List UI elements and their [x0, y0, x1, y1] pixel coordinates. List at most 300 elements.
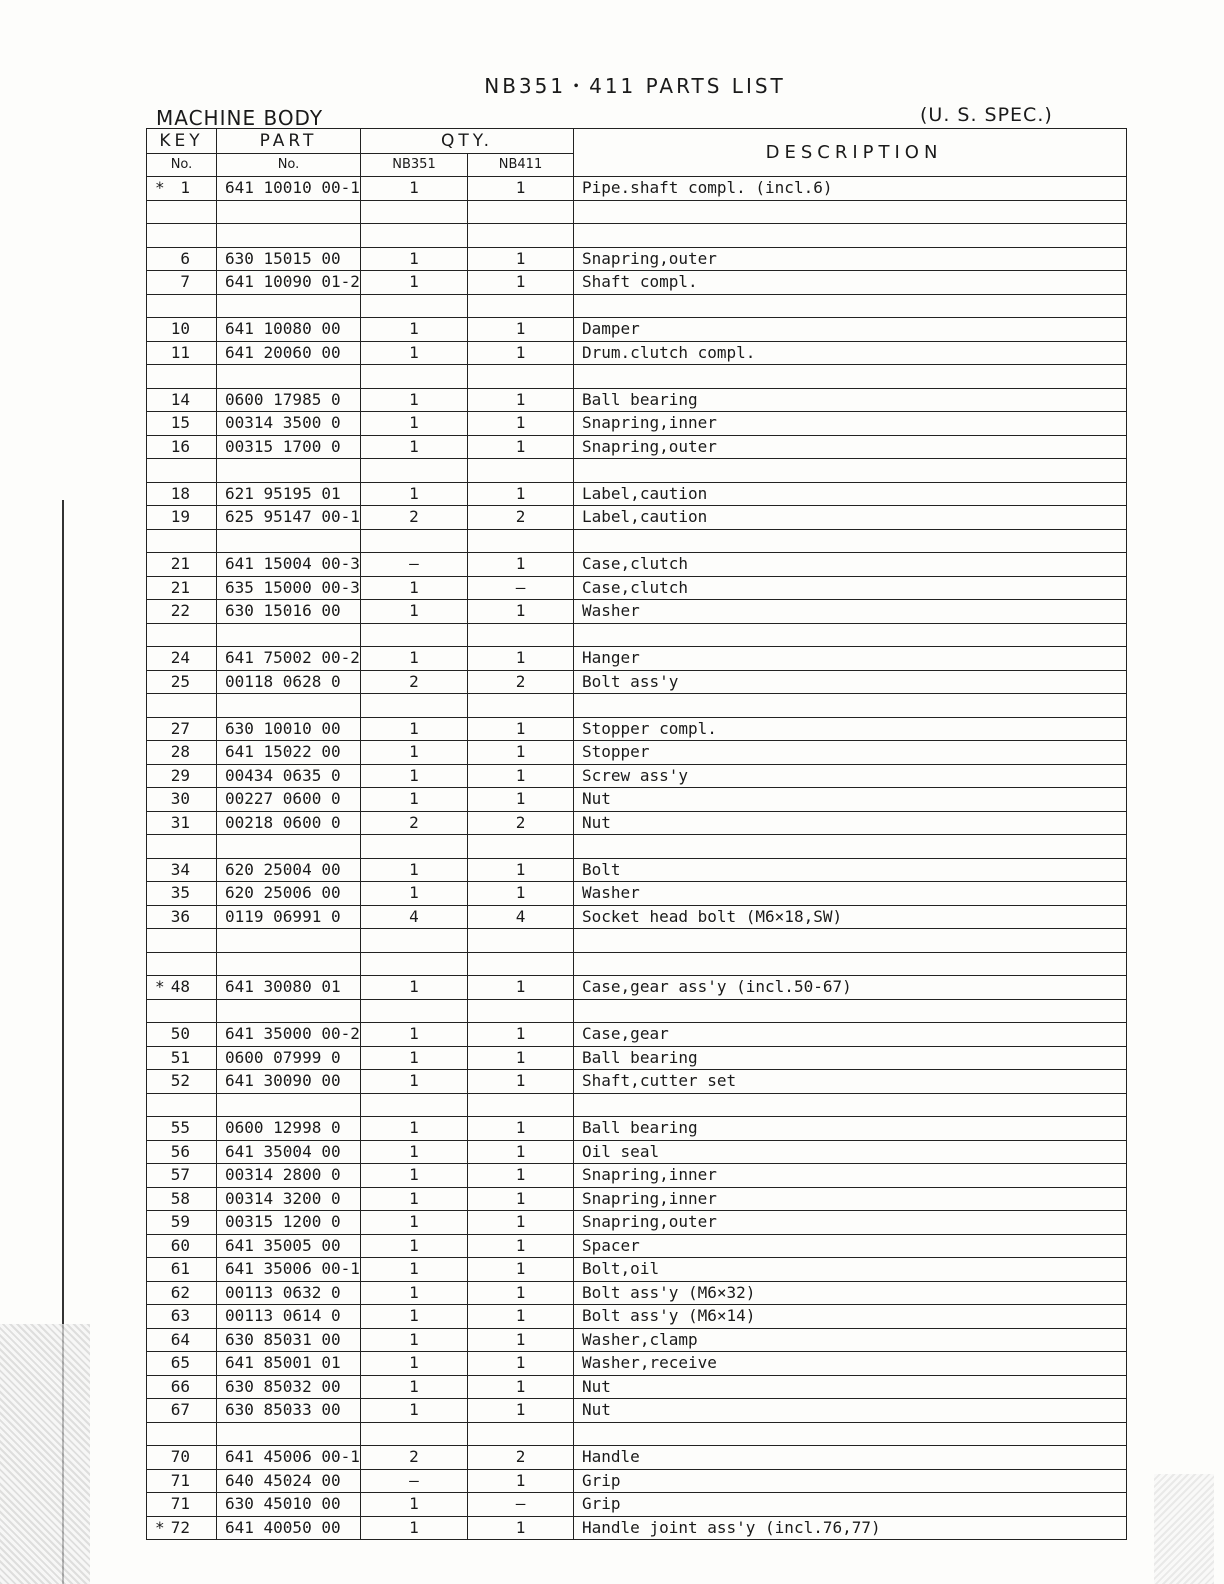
part-number-cell: 630 85033 00: [217, 1399, 361, 1423]
description-cell: [574, 1422, 1127, 1446]
description-cell: Case,clutch: [574, 553, 1127, 577]
part-number-cell: [217, 1093, 361, 1117]
key-cell: [147, 670, 217, 694]
part-number-cell: 630 85032 00: [217, 1375, 361, 1399]
qty-nb411-cell: 1: [468, 1023, 574, 1047]
qty-nb351-cell: [361, 623, 468, 647]
table-row: [147, 1164, 1127, 1188]
key-number: 18: [170, 483, 190, 503]
qty-nb351-cell: 1: [361, 1211, 468, 1235]
description-cell: Ball bearing: [574, 1046, 1127, 1070]
key-cell: [147, 600, 217, 624]
header-description: DESCRIPTION: [574, 129, 1127, 177]
part-number-cell: 641 35006 00-1: [217, 1258, 361, 1282]
qty-nb351-cell: [361, 1093, 468, 1117]
part-number-cell: 00118 0628 0: [217, 670, 361, 694]
key-number: 65: [170, 1353, 190, 1373]
table-row: [147, 365, 1127, 389]
key-cell: [147, 576, 217, 600]
key-number: 10: [170, 319, 190, 339]
part-number-cell: [217, 694, 361, 718]
table-row: [147, 764, 1127, 788]
table-row: [147, 506, 1127, 530]
qty-nb411-cell: 1: [468, 741, 574, 765]
qty-nb351-cell: 1: [361, 1258, 468, 1282]
qty-nb411-cell: 1: [468, 553, 574, 577]
table-row: [147, 1187, 1127, 1211]
part-number-cell: [217, 459, 361, 483]
qty-nb351-cell: 2: [361, 670, 468, 694]
description-cell: Pipe.shaft compl. (incl.6): [574, 177, 1127, 201]
header-part-no: No.: [217, 154, 361, 177]
part-number-cell: 641 35005 00: [217, 1234, 361, 1258]
scan-artifact-right: [1154, 1474, 1214, 1584]
qty-nb411-cell: 1: [468, 1234, 574, 1258]
part-number-cell: 630 85031 00: [217, 1328, 361, 1352]
qty-nb351-cell: 1: [361, 412, 468, 436]
description-cell: Bolt ass'y: [574, 670, 1127, 694]
part-number-cell: 00315 1700 0: [217, 435, 361, 459]
part-number-cell: 641 30090 00: [217, 1070, 361, 1094]
qty-nb351-cell: 1: [361, 177, 468, 201]
key-cell: [147, 1399, 217, 1423]
qty-nb411-cell: 1: [468, 1187, 574, 1211]
qty-nb411-cell: 1: [468, 1046, 574, 1070]
key-cell: [147, 271, 217, 295]
key-cell: [147, 435, 217, 459]
qty-nb351-cell: [361, 952, 468, 976]
description-cell: Shaft compl.: [574, 271, 1127, 295]
key-cell: [147, 1211, 217, 1235]
description-cell: Washer,receive: [574, 1352, 1127, 1376]
description-cell: [574, 1093, 1127, 1117]
part-number-cell: [217, 999, 361, 1023]
key-cell: [147, 623, 217, 647]
qty-nb411-cell: 1: [468, 412, 574, 436]
page-title: NB351・411 PARTS LIST: [484, 74, 786, 98]
table-row: [147, 1234, 1127, 1258]
table-row: [147, 482, 1127, 506]
table-row: [147, 741, 1127, 765]
qty-nb351-cell: [361, 929, 468, 953]
qty-nb411-cell: 1: [468, 600, 574, 624]
table-row: [147, 717, 1127, 741]
qty-nb411-cell: 1: [468, 647, 574, 671]
description-cell: Drum.clutch compl.: [574, 341, 1127, 365]
description-cell: Oil seal: [574, 1140, 1127, 1164]
description-cell: [574, 200, 1127, 224]
qty-nb351-cell: 1: [361, 858, 468, 882]
part-number-cell: 641 85001 01: [217, 1352, 361, 1376]
description-cell: [574, 623, 1127, 647]
qty-nb411-cell: 1: [468, 1328, 574, 1352]
description-cell: [574, 294, 1127, 318]
table-row: [147, 929, 1127, 953]
key-number: 25: [170, 671, 190, 691]
table-row: [147, 200, 1127, 224]
qty-nb351-cell: [361, 999, 468, 1023]
part-number-cell: 641 35000 00-2: [217, 1023, 361, 1047]
description-cell: [574, 694, 1127, 718]
table-row: [147, 670, 1127, 694]
qty-nb351-cell: 1: [361, 1023, 468, 1047]
qty-nb351-cell: —: [361, 1469, 468, 1493]
table-row: [147, 1258, 1127, 1282]
description-cell: [574, 459, 1127, 483]
table-row: [147, 1422, 1127, 1446]
key-number: 48: [170, 977, 190, 997]
table-row: [147, 1117, 1127, 1141]
description-cell: Snapring,outer: [574, 435, 1127, 459]
table-row: [147, 858, 1127, 882]
description-cell: Bolt ass'y (M6×14): [574, 1305, 1127, 1329]
table-row: [147, 647, 1127, 671]
part-number-cell: 641 45006 00-1: [217, 1446, 361, 1470]
part-number-cell: [217, 529, 361, 553]
qty-nb351-cell: —: [361, 553, 468, 577]
table-row: [147, 788, 1127, 812]
part-number-cell: 0600 12998 0: [217, 1117, 361, 1141]
qty-nb351-cell: 1: [361, 764, 468, 788]
qty-nb411-cell: [468, 365, 574, 389]
description-cell: Case,gear: [574, 1023, 1127, 1047]
key-cell: [147, 694, 217, 718]
key-number: 55: [170, 1118, 190, 1138]
key-cell: [147, 1446, 217, 1470]
key-number: 15: [170, 413, 190, 433]
qty-nb411-cell: [468, 294, 574, 318]
qty-nb351-cell: [361, 1422, 468, 1446]
part-number-cell: 625 95147 00-1: [217, 506, 361, 530]
qty-nb351-cell: 1: [361, 1493, 468, 1517]
key-cell: [147, 858, 217, 882]
qty-nb411-cell: [468, 623, 574, 647]
qty-nb351-cell: 1: [361, 482, 468, 506]
qty-nb411-cell: 2: [468, 670, 574, 694]
table-row: [147, 529, 1127, 553]
part-number-cell: 641 30080 01: [217, 976, 361, 1000]
table-row: [147, 224, 1127, 248]
qty-nb351-cell: 1: [361, 341, 468, 365]
part-number-cell: 640 45024 00: [217, 1469, 361, 1493]
qty-nb411-cell: 1: [468, 1399, 574, 1423]
description-cell: [574, 365, 1127, 389]
key-cell: [147, 952, 217, 976]
key-cell: [147, 1093, 217, 1117]
spec-label: (U. S. SPEC.): [920, 104, 1053, 126]
qty-nb411-cell: [468, 929, 574, 953]
qty-nb411-cell: [468, 999, 574, 1023]
table-row: [147, 835, 1127, 859]
qty-nb351-cell: 1: [361, 1164, 468, 1188]
part-number-cell: 641 20060 00: [217, 341, 361, 365]
key-cell: [147, 811, 217, 835]
qty-nb351-cell: 1: [361, 1234, 468, 1258]
key-cell: [147, 1422, 217, 1446]
key-cell: [147, 1187, 217, 1211]
key-cell: [147, 1164, 217, 1188]
key-number: 22: [170, 601, 190, 621]
header-qty: QTY.: [361, 129, 574, 154]
key-cell: [147, 835, 217, 859]
qty-nb351-cell: 1: [361, 882, 468, 906]
key-number: 7: [180, 272, 190, 292]
key-cell: [147, 1305, 217, 1329]
description-cell: Grip: [574, 1469, 1127, 1493]
part-number-cell: 00113 0632 0: [217, 1281, 361, 1305]
qty-nb411-cell: 1: [468, 1140, 574, 1164]
description-cell: Nut: [574, 788, 1127, 812]
key-cell: [147, 529, 217, 553]
qty-nb351-cell: 1: [361, 1117, 468, 1141]
qty-nb411-cell: [468, 459, 574, 483]
part-number-cell: 641 15022 00: [217, 741, 361, 765]
description-cell: Hanger: [574, 647, 1127, 671]
table-row: [147, 1093, 1127, 1117]
part-number-cell: 641 10080 00: [217, 318, 361, 342]
description-cell: [574, 529, 1127, 553]
table-row: [147, 294, 1127, 318]
table-row: [147, 811, 1127, 835]
part-number-cell: 641 40050 00: [217, 1516, 361, 1540]
key-number: 14: [170, 389, 190, 409]
key-number: 72: [170, 1517, 190, 1537]
qty-nb411-cell: 1: [468, 1258, 574, 1282]
description-cell: Label,caution: [574, 506, 1127, 530]
part-number-cell: 0119 06991 0: [217, 905, 361, 929]
scan-artifact-left: [0, 1324, 90, 1584]
key-cell: [147, 365, 217, 389]
part-number-cell: 00227 0600 0: [217, 788, 361, 812]
qty-nb351-cell: 1: [361, 600, 468, 624]
qty-nb351-cell: 1: [361, 1328, 468, 1352]
qty-nb351-cell: 1: [361, 1375, 468, 1399]
qty-nb351-cell: 1: [361, 976, 468, 1000]
part-number-cell: 641 10010 00-1: [217, 177, 361, 201]
key-cell: [147, 1281, 217, 1305]
qty-nb411-cell: 1: [468, 717, 574, 741]
description-cell: Spacer: [574, 1234, 1127, 1258]
description-cell: Nut: [574, 1375, 1127, 1399]
qty-nb351-cell: 1: [361, 1281, 468, 1305]
part-number-cell: 00314 3500 0: [217, 412, 361, 436]
qty-nb411-cell: 1: [468, 1164, 574, 1188]
table-row: [147, 553, 1127, 577]
table-row: [147, 1446, 1127, 1470]
qty-nb351-cell: [361, 835, 468, 859]
key-cell: [147, 388, 217, 412]
asterisk-mark: *: [155, 977, 165, 996]
qty-nb411-cell: 1: [468, 1469, 574, 1493]
key-cell: [147, 1493, 217, 1517]
key-number: 62: [170, 1282, 190, 1302]
qty-nb351-cell: [361, 459, 468, 483]
key-cell: [147, 882, 217, 906]
qty-nb411-cell: 1: [468, 177, 574, 201]
qty-nb411-cell: 1: [468, 318, 574, 342]
qty-nb351-cell: 1: [361, 388, 468, 412]
qty-nb411-cell: 2: [468, 811, 574, 835]
key-cell: [147, 412, 217, 436]
qty-nb411-cell: 1: [468, 858, 574, 882]
qty-nb351-cell: 1: [361, 271, 468, 295]
description-cell: Snapring,outer: [574, 247, 1127, 271]
key-number: 52: [170, 1071, 190, 1091]
key-cell: [147, 459, 217, 483]
qty-nb351-cell: 1: [361, 717, 468, 741]
table-row: [147, 341, 1127, 365]
key-cell: [147, 1046, 217, 1070]
description-cell: Ball bearing: [574, 1117, 1127, 1141]
key-cell: [147, 741, 217, 765]
key-number: 16: [170, 436, 190, 456]
part-number-cell: 00315 1200 0: [217, 1211, 361, 1235]
part-number-cell: 630 15015 00: [217, 247, 361, 271]
qty-nb351-cell: 1: [361, 247, 468, 271]
part-number-cell: [217, 835, 361, 859]
key-number: 29: [170, 765, 190, 785]
qty-nb411-cell: 1: [468, 764, 574, 788]
table-row: [147, 1516, 1127, 1540]
qty-nb411-cell: 1: [468, 1117, 574, 1141]
table-row: [147, 999, 1127, 1023]
key-cell: [147, 1352, 217, 1376]
qty-nb411-cell: —: [468, 576, 574, 600]
part-number-cell: 630 10010 00: [217, 717, 361, 741]
key-number: 71: [170, 1494, 190, 1514]
description-cell: Case,gear ass'y (incl.50-67): [574, 976, 1127, 1000]
table-row: [147, 1469, 1127, 1493]
table-row: [147, 1211, 1127, 1235]
key-cell: [147, 999, 217, 1023]
description-cell: Handle: [574, 1446, 1127, 1470]
table-row: [147, 976, 1127, 1000]
table-row: [147, 905, 1127, 929]
part-number-cell: [217, 1422, 361, 1446]
key-cell: [147, 647, 217, 671]
key-cell: [147, 247, 217, 271]
key-cell: [147, 553, 217, 577]
qty-nb351-cell: 1: [361, 318, 468, 342]
part-number-cell: 641 75002 00-2: [217, 647, 361, 671]
description-cell: Nut: [574, 811, 1127, 835]
description-cell: [574, 835, 1127, 859]
part-number-cell: 620 25006 00: [217, 882, 361, 906]
qty-nb411-cell: 1: [468, 1070, 574, 1094]
table-row: [147, 435, 1127, 459]
qty-nb411-cell: 1: [468, 271, 574, 295]
qty-nb351-cell: [361, 294, 468, 318]
key-cell: [147, 1469, 217, 1493]
qty-nb411-cell: [468, 224, 574, 248]
qty-nb411-cell: 1: [468, 1281, 574, 1305]
description-cell: Bolt,oil: [574, 1258, 1127, 1282]
table-row: [147, 177, 1127, 201]
part-number-cell: 00314 2800 0: [217, 1164, 361, 1188]
qty-nb411-cell: 1: [468, 788, 574, 812]
key-cell: [147, 1117, 217, 1141]
key-number: 11: [170, 342, 190, 362]
qty-nb351-cell: 1: [361, 1352, 468, 1376]
key-cell: [147, 976, 217, 1000]
key-cell: [147, 1070, 217, 1094]
key-number: 63: [170, 1306, 190, 1326]
part-number-cell: 00113 0614 0: [217, 1305, 361, 1329]
asterisk-mark: *: [155, 1517, 165, 1537]
part-number-cell: 00434 0635 0: [217, 764, 361, 788]
key-number: 24: [170, 648, 190, 668]
qty-nb351-cell: 1: [361, 1305, 468, 1329]
key-cell: [147, 200, 217, 224]
part-number-cell: 00218 0600 0: [217, 811, 361, 835]
qty-nb411-cell: 1: [468, 1352, 574, 1376]
asterisk-mark: *: [155, 178, 165, 197]
qty-nb411-cell: —: [468, 1493, 574, 1517]
part-number-cell: 641 35004 00: [217, 1140, 361, 1164]
key-number: 58: [170, 1188, 190, 1208]
table-row: [147, 1493, 1127, 1517]
table-row: [147, 600, 1127, 624]
part-number-cell: [217, 952, 361, 976]
qty-nb411-cell: 1: [468, 1375, 574, 1399]
description-cell: [574, 929, 1127, 953]
header-part: PART: [217, 129, 361, 154]
qty-nb351-cell: 1: [361, 1516, 468, 1540]
qty-nb351-cell: 1: [361, 647, 468, 671]
parts-table-body: [147, 177, 1127, 1540]
qty-nb351-cell: 2: [361, 1446, 468, 1470]
key-cell: [147, 1328, 217, 1352]
part-number-cell: [217, 623, 361, 647]
header-key-no: No.: [147, 154, 217, 177]
description-cell: Washer: [574, 600, 1127, 624]
description-cell: Stopper compl.: [574, 717, 1127, 741]
table-row: [147, 318, 1127, 342]
key-cell: [147, 1140, 217, 1164]
part-number-cell: [217, 294, 361, 318]
description-cell: Snapring,inner: [574, 412, 1127, 436]
part-number-cell: 630 15016 00: [217, 600, 361, 624]
qty-nb351-cell: 1: [361, 576, 468, 600]
key-number: 51: [170, 1047, 190, 1067]
description-cell: Screw ass'y: [574, 764, 1127, 788]
table-row: [147, 247, 1127, 271]
qty-nb411-cell: 1: [468, 1516, 574, 1540]
qty-nb411-cell: 2: [468, 1446, 574, 1470]
description-cell: Damper: [574, 318, 1127, 342]
part-number-cell: 635 15000 00-3: [217, 576, 361, 600]
table-row: [147, 882, 1127, 906]
key-cell: [147, 717, 217, 741]
qty-nb411-cell: [468, 200, 574, 224]
key-cell: [147, 929, 217, 953]
qty-nb411-cell: 1: [468, 882, 574, 906]
table-row: [147, 1375, 1127, 1399]
description-cell: Washer,clamp: [574, 1328, 1127, 1352]
key-number: 28: [170, 742, 190, 762]
header-qty-nb351: NB351: [361, 154, 468, 177]
key-number: 21: [170, 554, 190, 574]
key-cell: [147, 318, 217, 342]
part-number-cell: [217, 200, 361, 224]
description-cell: Bolt: [574, 858, 1127, 882]
part-number-cell: 641 10090 01-2: [217, 271, 361, 295]
part-number-cell: 621 95195 01: [217, 482, 361, 506]
key-number: 1: [180, 178, 190, 198]
description-cell: Nut: [574, 1399, 1127, 1423]
qty-nb351-cell: [361, 200, 468, 224]
key-cell: [147, 177, 217, 201]
